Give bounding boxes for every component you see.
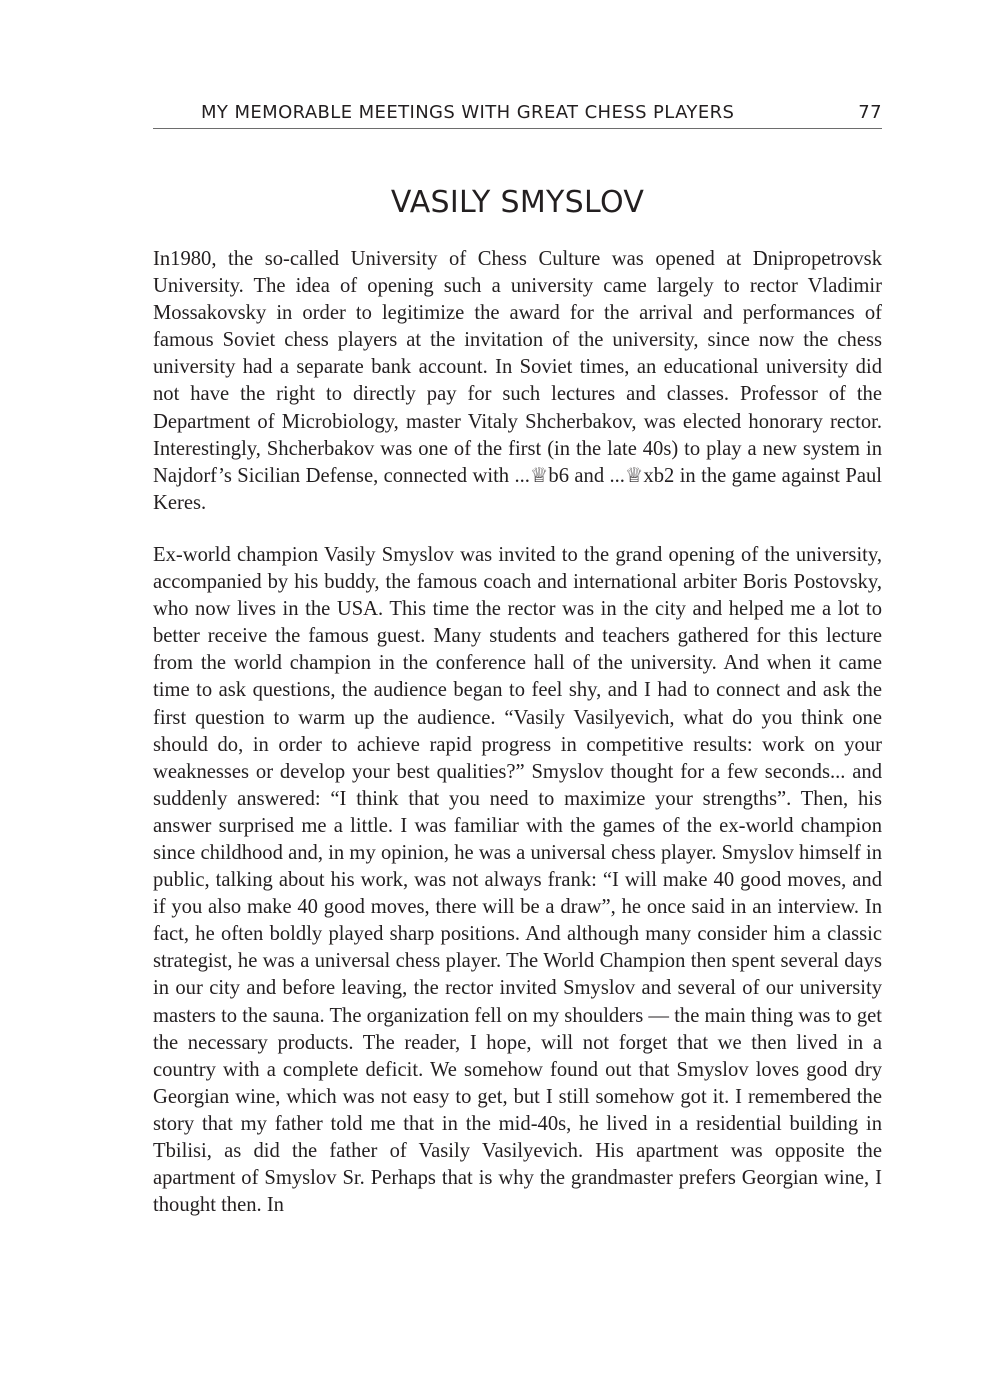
page-number: 77 <box>858 102 882 123</box>
running-header <box>153 100 882 129</box>
body-text <box>153 246 882 1219</box>
running-header-title: MY MEMORABLE MEETINGS WITH GREAT CHESS PLAYERS <box>201 102 735 123</box>
paragraph-intro: In1980, the so-called University of Chess Culture was opened at Dnipropetrovsk University. The idea of opening such a university came largely to rector Vladimir Mossakovsky in order to legitimize the award for the arrival and performances of famous Soviet chess players at the invitation of the university, since now the chess university had a separate bank account. In Soviet times, an educational university did not have the right to directly pay for such lectures and classes. Professor of the Department of Microbiology, master Vitaly Shcherbakov, was elected honorary rector. Interestingly, Shcherbakov was one of the first (in the late 40s) to play a new system in Najdorf’s Sicilian Defense, connected with ...♕b6 and ...♕xb2 in the game against Paul Keres. <box>153 248 882 514</box>
chapter-title: VASILY SMYSLOV <box>390 185 645 220</box>
paragraph-smyslov-visit: Ex-world champion Vasily Smyslov was invited to the grand opening of the university, accompanied by his buddy, the famous coach and international arbiter Boris Postovsky, who now lives in the USA. This time the rector was in the city and helped me a lot to better receive the famous guest. Many students and teachers gathered for this lecture from the world champion in the conference hall of the university. And when it came time to ask questions, the audience began to feel shy, and I had to connect and ask the first question to warm up the audience. “Vasily Vasilyevich, what do you think one should do, in order to achieve rapid progress in competitive results: work on your weaknesses or develop your best qualities?” Smyslov thought for a few seconds... and suddenly answered: “I think that you need to maximize your strengths”. Then, his answer surprised me a little. I was familiar with the games of the ex-world champion since childhood and, in my opinion, he was a universal chess player. Smyslov himself in public, talking about his work, was not always frank: “I will make 40 good moves, and if you also make 40 good moves, there will be a draw”, he once said in an interview. In fact, he often boldly played sharp positions. And although many consider him a classic strategist, he was a universal chess player. The World Champion then spent several days in our city and before leaving, the rector invited Smyslov and several of our university masters to the sauna. The organization fell on my shoulders — the main thing was to get the necessary products. The reader, I hope, will not forget that we then lived in a country with a complete deficit. We somehow found out that Smyslov loves good dry Georgian wine, which was not easy to get, but I still somehow got it. I remembered the story that my father told me that in the mid-40s, he lived in a residential building in Tbilisi, as did the father of Vasily Vasilyevich. His apartment was opposite the apartment of Smyslov Sr. Perhaps that is why the grandmaster prefers Georgian wine, I thought then. In <box>153 543 882 1217</box>
